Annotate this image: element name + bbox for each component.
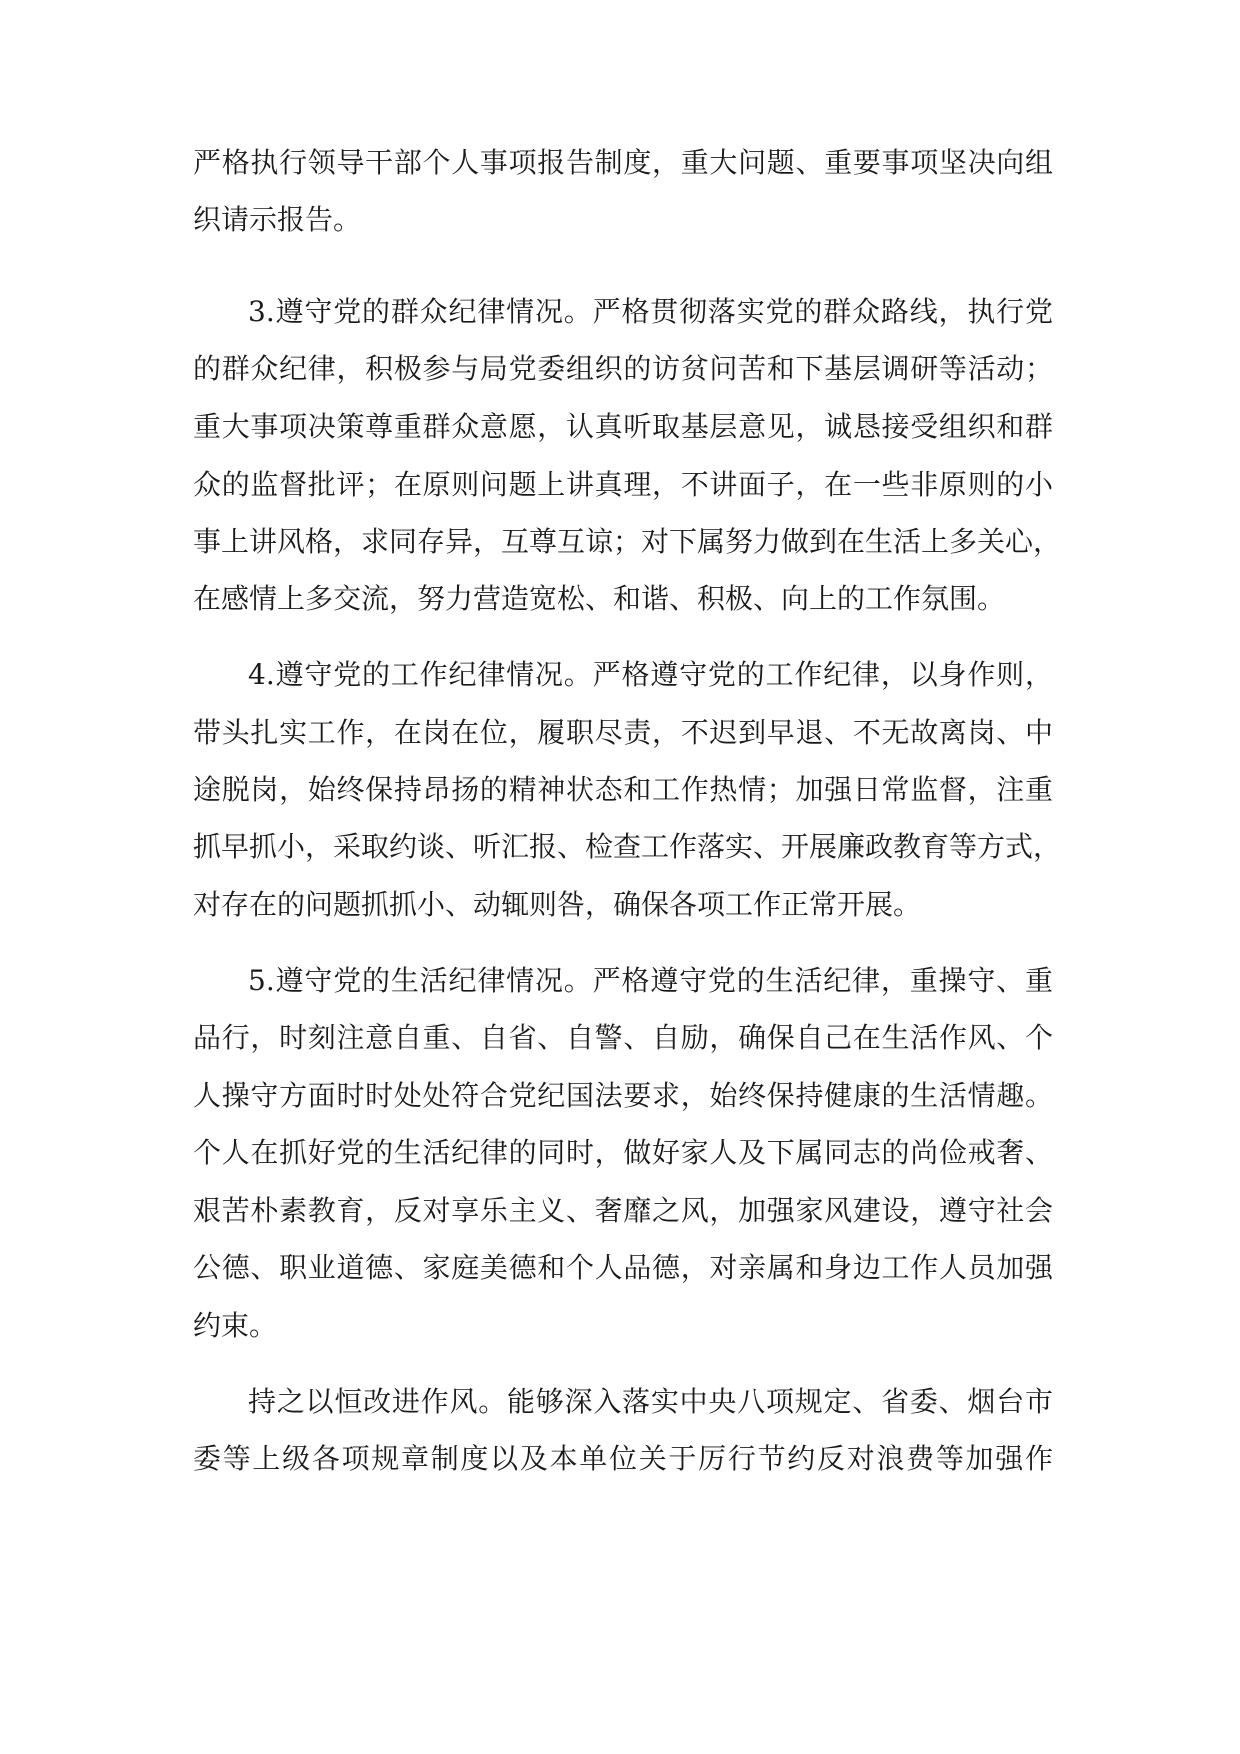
text-line: 委等上级各项规章制度以及本单位关于厉行节约反对浪费等加强作 bbox=[193, 1442, 1053, 1475]
text-line: 事上讲风格，求同存异，互尊互谅；对下属努力做到在生活上多关心， bbox=[193, 525, 1062, 558]
text-line: 在感情上多交流，努力营造宽松、和谐、积极、向上的工作氛围。 bbox=[193, 582, 1006, 615]
text-line: 的群众纪律，积极参与局党委组织的访贫问苦和下基层调研等活动； bbox=[193, 352, 1053, 385]
text-line: 人操守方面时时处处符合党纪国法要求，始终保持健康的生活情趣。 bbox=[193, 1079, 1053, 1112]
text-line: 3.遵守党的群众纪律情况。严格贯彻落实党的群众路线，执行党 bbox=[248, 295, 1053, 328]
text-line: 品行，时刻注意自重、自省、自警、自励，确保自己在生活作风、个 bbox=[193, 1021, 1053, 1054]
text-line: 严格执行领导干部个人事项报告制度，重大问题、重要事项坚决向组 bbox=[193, 146, 1053, 179]
text-line: 公德、职业道德、家庭美德和个人品德，对亲属和身边工作人员加强 bbox=[193, 1251, 1053, 1284]
text-line: 对存在的问题抓抓小、动辄则咎，确保各项工作正常开展。 bbox=[193, 888, 922, 921]
text-line: 众的监督批评；在原则问题上讲真理，不讲面子，在一些非原则的小 bbox=[193, 468, 1053, 501]
text-line: 重大事项决策尊重群众意愿，认真听取基层意见，诚恳接受组织和群 bbox=[193, 410, 1053, 443]
text-line: 抓早抓小，采取约谈、听汇报、检查工作落实、开展廉政教育等方式， bbox=[193, 830, 1062, 863]
text-line: 带头扎实工作，在岗在位，履职尽责，不迟到早退、不无故离岗、中 bbox=[193, 716, 1053, 749]
text-line: 约束。 bbox=[193, 1309, 278, 1342]
text-line: 5.遵守党的生活纪律情况。严格遵守党的生活纪律，重操守、重 bbox=[248, 964, 1053, 997]
text-line: 途脱岗，始终保持昂扬的精神状态和工作热情；加强日常监督，注重 bbox=[193, 773, 1053, 806]
text-line: 艰苦朴素教育，反对享乐主义、奢靡之风，加强家风建设，遵守社会 bbox=[193, 1194, 1053, 1227]
text-line: 持之以恒改进作风。能够深入落实中央八项规定、省委、烟台市 bbox=[248, 1385, 1053, 1418]
text-line: 织请示报告。 bbox=[193, 203, 362, 236]
text-line: 4.遵守党的工作纪律情况。严格遵守党的工作纪律，以身作则， bbox=[248, 658, 1053, 691]
text-line: 个人在抓好党的生活纪律的同时，做好家人及下属同志的尚俭戒奢、 bbox=[193, 1136, 1053, 1169]
